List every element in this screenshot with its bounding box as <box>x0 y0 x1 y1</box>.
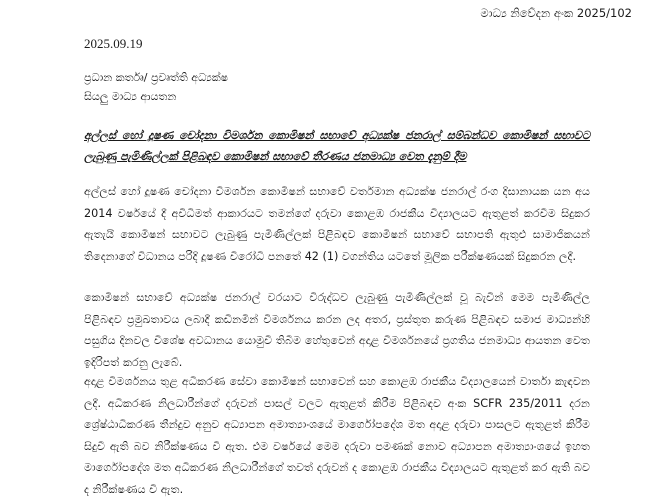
body-paragraph-2: කොමිෂන් සභාවේ අධ්‍යක්ෂ ජනරාල් වරයාට විරුද්ධව ලැබුණු පැමිණිල්ලක් වූ බැවින් මෙම පැමිණිල්ල පිළිබඳව ප්‍රමුඛතාවය ලබාදී කඩිනමින් විමර්ශනය කරන ලද අතර, ප්‍රස්තුත කරුණ පිළිබඳව සමාජ මාධ්‍යන්හි පසුගිය දිනවල විශේෂ අවධානය යොමුවී තිබීම හේතුවෙන් අදාළ විමර්ශනයේ ප්‍රගතිය ජනමාධ්‍ය ආයතන වෙත ඉදිරිපත් කරනු ලැබේ. <box>84 291 590 369</box>
press-release-number: මාධ්‍ය නිවේදන අංක 2025/102 <box>480 6 632 20</box>
release-date: 2025.09.19 <box>84 36 143 51</box>
addressee-block <box>84 68 228 106</box>
body-paragraph-3: අදාළ විමර්ශනය තුළ අධිකරණ සේවා කොමිෂන් සභාවෙන් සහ කොළඹ රාජකීය විද්‍යාලයෙන් වාර්තා කැඳවන ලදී. අධිකරණ නිලධාරීන්ගේ දරුවන් පාසල් වලට ඇතුළත් කිරීම පිළිබඳව අංක SCFR 235/2011 දරන ශ්‍රේෂ්ඨාධිකරණ තීන්දුව අනුව අධ්‍යාපන අමාත්‍යාංශයේ මාර්ගෝපදේශ මත අදාළ දරුවා පාසලට ඇතුළත් කිරීම සිදුවී ඇති බව නිරීක්ෂණය වී ඇත. එම වර්ෂයේ මෙම දරුවා පමණක් නොව අධ්‍යාපන අමාත්‍යාංශයේ ඉහත මාර්ගෝපදේශ මත අධිකරණ නිලධාරීන්ගේ තවත් දරුවන් ද කොළඹ රාජකීය විද්‍යාලයට ඇතුළත් කර ඇති බව ද නිරීක්ෂණය වී ඇත. <box>84 375 590 496</box>
addressee-line-media: සියලු මාධ්‍ය ආයතන <box>84 90 177 103</box>
body-paragraph-1: අල්ලස් හෝ දූෂණ චෝදනා විමර්ශන කොමිෂන් සභාවේ වර්තමාන අධ්‍යක්ෂ ජනරාල් රංග දිසානායක යන අය 2014 වර්ෂයේ දී අවිධිමත් ආකාරයට තමන්ගේ දරුවා කොළඹ රාජකීය විද්‍යාලයට ඇතුළත් කරවීම සිදුකර ඇතැයි කොමිෂන් සභාවට ලැබුණු පැමිණිල්ලක් පිළිබඳව කොමිෂන් සභාවේ සභාපති ඇතුළු සාමාජිකයන් තිදෙනාගේ විධානය පරිදි දූෂණ විරෝධී පනතේ 42 (1) වගන්තිය යටතේ මූලික පරීක්ෂණයක් සිදුකරන ලදී. <box>84 185 590 263</box>
document-title: අල්ලස් හෝ දූෂණ චෝදනා විමර්ශන කොමිෂන් සභාවේ අධ්‍යක්ෂ ජනරාල් සම්බන්ධව කොමිෂන් සභාවට ලැබුණු පැමිණිල්ලක් පිළිබඳව කොමිෂන් සභාවේ තීරණය ජනමාධ්‍ය වෙත දැනුම් දීම <box>84 129 590 163</box>
addressee-line-editor: ප්‍රධාන කර්තෘ/ ප්‍රවෘත්ති අධ්‍යක්ෂ <box>84 71 229 84</box>
